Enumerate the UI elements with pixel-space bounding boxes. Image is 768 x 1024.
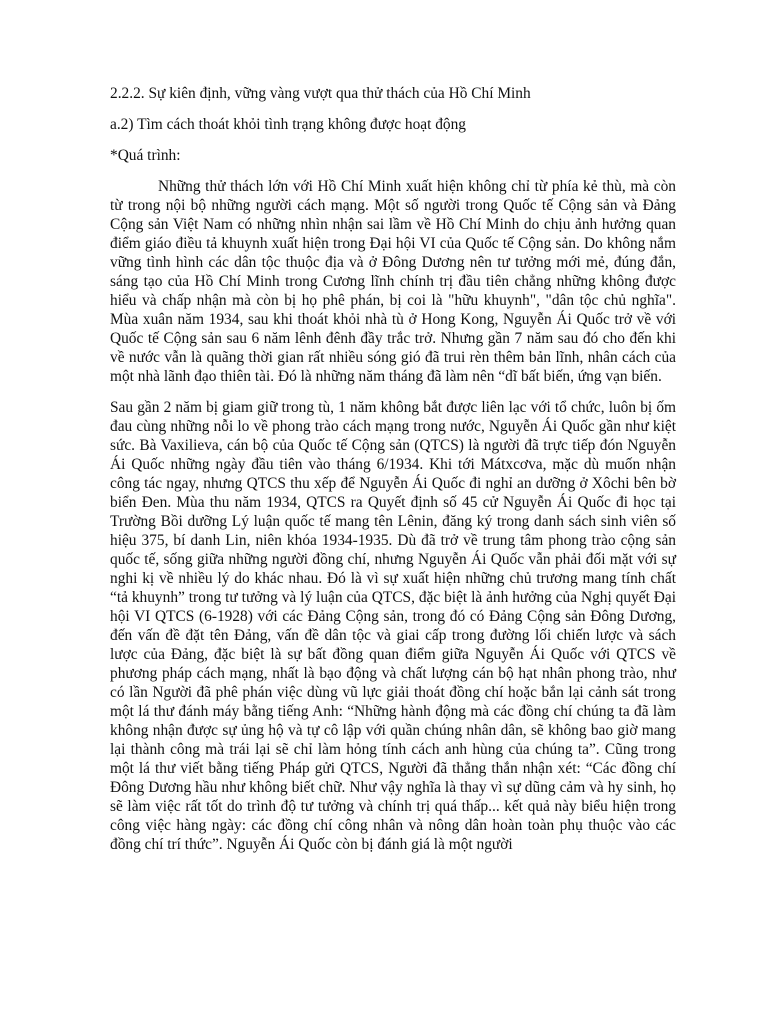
- paragraph-2: Sau gần 2 năm bị giam giữ trong tù, 1 năm không bắt được liên lạc với tổ chức, luôn bị ốm đau cùng những nỗi lo về phong trào cách mạng trong nước, Nguyễn Ái Quốc gần như kiệt sức. Bà Vaxilieva, cán bộ của Quốc tế Cộng sản (QTCS) là người đã trực tiếp đón Nguyễn Ái Quốc những ngày đầu tiên vào tháng 6/1934. Khi tới Mátxcơva, mặc dù muốn nhận công tác ngay, nhưng QTCS thu xếp để Nguyễn Ái Quốc đi nghỉ an dưỡng ở Xôchi bên bờ biển Đen. Mùa thu năm 1934, QTCS ra Quyết định số 45 cử Nguyễn Ái Quốc đi học tại Trường Bồi dưỡng Lý luận quốc tế mang tên Lênin, đăng ký trong danh sách sinh viên số hiệu 375, bí danh Lin, niên khóa 1934-1935. Dù đã trở về trung tâm phong trào cộng sản quốc tế, sống giữa những người đồng chí, nhưng Nguyễn Ái Quốc vẫn phải đối mặt với sự nghi kị về nhiều lý do khác nhau. Đó là vì sự xuất hiện những chủ trương mang tính chất “tả khuynh” trong tư tưởng và lý luận của QTCS, đặc biệt là ảnh hưởng của Nghị quyết Đại hội VI QTCS (6-1928) với các Đảng Cộng sản, trong đó có Đảng Cộng sản Đông Dương, đến vấn đề đặt tên Đảng, vấn đề dân tộc và giai cấp trong đường lối chiến lược và sách lược của Đảng, đặc biệt là sự bất đồng quan điểm giữa Nguyễn Ái Quốc với QTCS về phương pháp cách mạng, nhất là bạo động và chất lượng cán bộ hạt nhân phong trào, như có lần Người đã phê phán việc dùng vũ lực giải thoát đồng chí hoặc bắn lại cảnh sát trong một lá thư đánh máy bằng tiếng Anh: “Những hành động mà các đồng chí chúng ta đã làm không nhận được sự ủng hộ và tự cô lập với quần chúng nhân dân, sẽ không bao giờ mang lại thành công mà trái lại sẽ chỉ làm hỏng tính cách anh hùng của chúng ta”. Cũng trong một lá thư viết bằng tiếng Pháp gửi QTCS, Người đã thẳng thắn nhận xét: “Các đồng chí Đông Dương hầu như không biết chữ. Như vậy nghĩa là thay vì sự dũng cảm và hy sinh, họ sẽ làm việc rất tốt do trình độ tư tưởng và chính trị quá thấp... kết quả này biểu hiện trong công việc hàng ngày: các đồng chí công nhân và nông dân hoàn toàn phụ thuộc vào các đồng chí trí thức”. Nguyễn Ái Quốc còn bị đánh giá là một người: [110, 399, 676, 853]
- subsection-title: a.2) Tìm cách thoát khỏi tình trạng không được hoạt động: [110, 116, 466, 133]
- document-page: [110, 84, 676, 866]
- section-title: 2.2.2. Sự kiên định, vững vàng vượt qua thử thách của Hồ Chí Minh: [110, 85, 531, 102]
- paragraph-1: Những thử thách lớn với Hồ Chí Minh xuất hiện không chỉ từ phía kẻ thù, mà còn từ trong nội bộ những người cách mạng. Một số người trong Quốc tế Cộng sản và Đảng Cộng sản Việt Nam có những nhìn nhận sai lầm về Hồ Chí Minh do chịu ảnh hưởng quan điểm giáo điều tả khuynh xuất hiện trong Đại hội VI của Quốc tế Cộng sản. Do không nắm vững tình hình các dân tộc thuộc địa và ở Đông Dương nên tư tưởng mới mẻ, đúng đắn, sáng tạo của Hồ Chí Minh trong Cương lĩnh chính trị đầu tiên chẳng những không được hiểu và chấp nhận mà còn bị họ phê phán, bị coi là "hữu khuynh", "dân tộc chủ nghĩa". Mùa xuân năm 1934, sau khi thoát khỏi nhà tù ở Hong Kong, Nguyễn Ái Quốc trở về với Quốc tế Cộng sản sau 6 năm lênh đênh đầy trắc trở. Nhưng gần 7 năm sau đó cho đến khi về nước vẫn là quãng thời gian rất nhiều sóng gió đã trui rèn thêm bản lĩnh, nhân cách của một nhà lãnh đạo thiên tài. Đó là những năm tháng đã làm nên “dĩ bất biến, ứng vạn biến.: [110, 178, 676, 385]
- process-label: *Quá trình:: [110, 147, 181, 164]
